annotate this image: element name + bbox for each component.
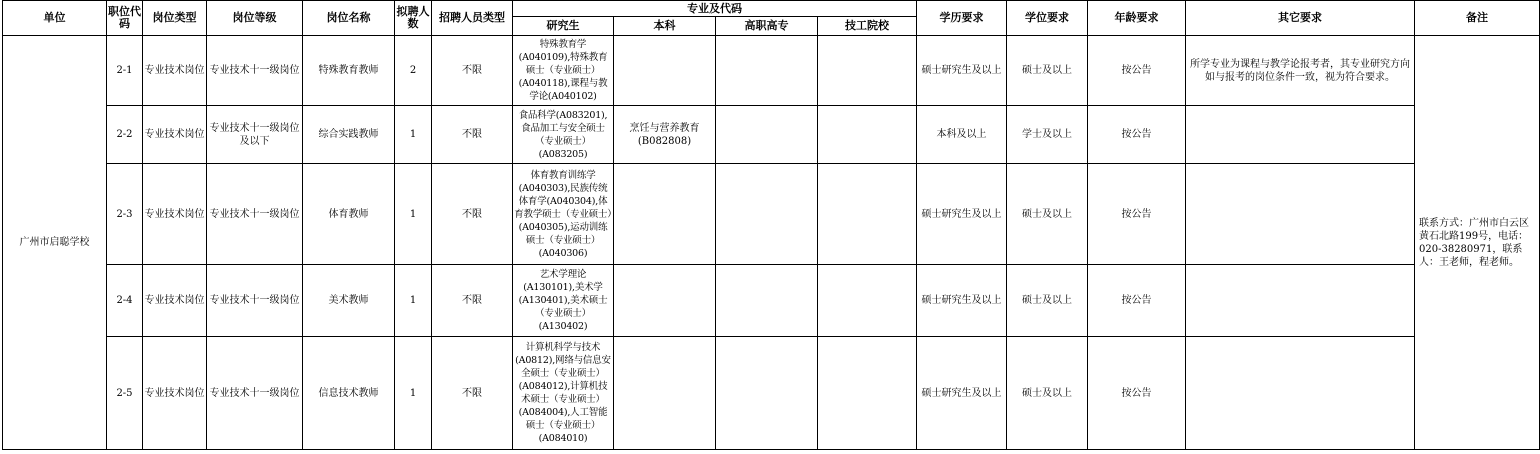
degree-cell: 硕士及以上 [1007,164,1088,265]
education-cell: 硕士研究生及以上 [917,337,1007,450]
post-code-cell: 2-1 [107,36,143,106]
header-remarks: 备注 [1415,1,1540,36]
post-level-cell: 专业技术十一级岗位 [207,265,303,337]
major-technical-cell [818,164,917,265]
post-name-cell: 特殊教育教师 [303,36,395,106]
recruit-type-cell: 不限 [432,337,513,450]
table-row [3,265,1540,337]
degree-cell: 硕士及以上 [1007,337,1088,450]
other-requirements-cell: 所学专业为课程与教学论报考者，其专业研究方向如与报考的岗位条件一致，视为符合要求。 [1186,36,1415,106]
header-post-level: 岗位等级 [207,1,303,36]
post-name-cell: 美术教师 [303,265,395,337]
age-cell: 按公告 [1088,265,1186,337]
post-type-cell: 专业技术岗位 [143,106,207,164]
major-grad-cell: 艺术学理论(A130101),美术学(A130401),美术硕士（专业硕士）(A130402) [513,265,614,337]
major-undergrad-cell: 烹饪与营养教育(B082808) [614,106,716,164]
major-undergrad-cell [614,337,716,450]
header-major-group: 专业及代码 [513,1,917,17]
major-technical-cell [818,265,917,337]
major-vocational-cell [716,337,818,450]
header-age: 年龄要求 [1088,1,1186,36]
header-major-undergrad: 本科 [614,17,716,36]
other-requirements-cell [1186,337,1415,450]
header-count: 拟聘人数 [395,1,432,36]
education-cell: 硕士研究生及以上 [917,164,1007,265]
age-cell: 按公告 [1088,164,1186,265]
major-vocational-cell [716,164,818,265]
major-undergrad-cell [614,164,716,265]
degree-cell: 硕士及以上 [1007,36,1088,106]
post-level-cell: 专业技术十一级岗位及以下 [207,106,303,164]
other-requirements-cell [1186,106,1415,164]
recruit-type-cell: 不限 [432,36,513,106]
count-cell: 1 [395,265,432,337]
header-post-code: 职位代码 [107,1,143,36]
post-name-cell: 体育教师 [303,164,395,265]
recruit-type-cell: 不限 [432,265,513,337]
post-level-cell: 专业技术十一级岗位 [207,36,303,106]
major-grad-cell: 食品科学(A083201),食品加工与安全硕士（专业硕士）(A083205) [513,106,614,164]
recruit-type-cell: 不限 [432,164,513,265]
table-row [3,337,1540,450]
major-vocational-cell [716,36,818,106]
degree-cell: 学士及以上 [1007,106,1088,164]
header-major-grad: 研究生 [513,17,614,36]
major-grad-cell: 计算机科学与技术(A0812),网络与信息安全硕士（专业硕士）(A084012),计算机技术硕士（专业硕士）(A084004),人工智能硕士（专业硕士）(A084010) [513,337,614,450]
other-requirements-cell [1186,164,1415,265]
post-name-cell: 综合实践教师 [303,106,395,164]
header-post-type: 岗位类型 [143,1,207,36]
post-type-cell: 专业技术岗位 [143,164,207,265]
other-requirements-cell [1186,265,1415,337]
major-technical-cell [818,106,917,164]
table-row [3,164,1540,265]
post-code-cell: 2-4 [107,265,143,337]
major-undergrad-cell [614,265,716,337]
recruitment-table [2,0,1540,450]
recruit-type-cell: 不限 [432,106,513,164]
major-vocational-cell [716,106,818,164]
major-grad-cell: 特殊教育学(A040109),特殊教育硕士（专业硕士）(A040118),课程与教学论(A040102) [513,36,614,106]
major-technical-cell [818,337,917,450]
header-major-technical: 技工院校 [818,17,917,36]
header-degree: 学位要求 [1007,1,1088,36]
remarks-cell: 联系方式：广州市白云区黄石北路199号，电话：020-38280971，联系人：王老师，程老师。 [1415,36,1540,450]
post-type-cell: 专业技术岗位 [143,265,207,337]
header-major-vocational: 高职高专 [716,17,818,36]
post-code-cell: 2-5 [107,337,143,450]
post-code-cell: 2-2 [107,106,143,164]
header-education: 学历要求 [917,1,1007,36]
education-cell: 硕士研究生及以上 [917,36,1007,106]
post-type-cell: 专业技术岗位 [143,337,207,450]
post-type-cell: 专业技术岗位 [143,36,207,106]
post-level-cell: 专业技术十一级岗位 [207,164,303,265]
header-unit: 单位 [3,1,107,36]
degree-cell: 硕士及以上 [1007,265,1088,337]
major-vocational-cell [716,265,818,337]
major-grad-cell: 体育教育训练学(A040303),民族传统体育学(A040304),体育教学硕士（专业硕士）(A040305),运动训练硕士（专业硕士）(A040306) [513,164,614,265]
post-level-cell: 专业技术十一级岗位 [207,337,303,450]
table-row [3,36,1540,106]
major-undergrad-cell [614,36,716,106]
age-cell: 按公告 [1088,36,1186,106]
count-cell: 1 [395,106,432,164]
post-name-cell: 信息技术教师 [303,337,395,450]
age-cell: 按公告 [1088,337,1186,450]
count-cell: 2 [395,36,432,106]
header-other: 其它要求 [1186,1,1415,36]
count-cell: 1 [395,164,432,265]
post-code-cell: 2-3 [107,164,143,265]
education-cell: 硕士研究生及以上 [917,265,1007,337]
header-recruit-type: 招聘人员类型 [432,1,513,36]
table-row [3,106,1540,164]
major-technical-cell [818,36,917,106]
unit-name-cell: 广州市启聪学校 [3,36,107,450]
age-cell: 按公告 [1088,106,1186,164]
header-post-name: 岗位名称 [303,1,395,36]
count-cell: 1 [395,337,432,450]
education-cell: 本科及以上 [917,106,1007,164]
